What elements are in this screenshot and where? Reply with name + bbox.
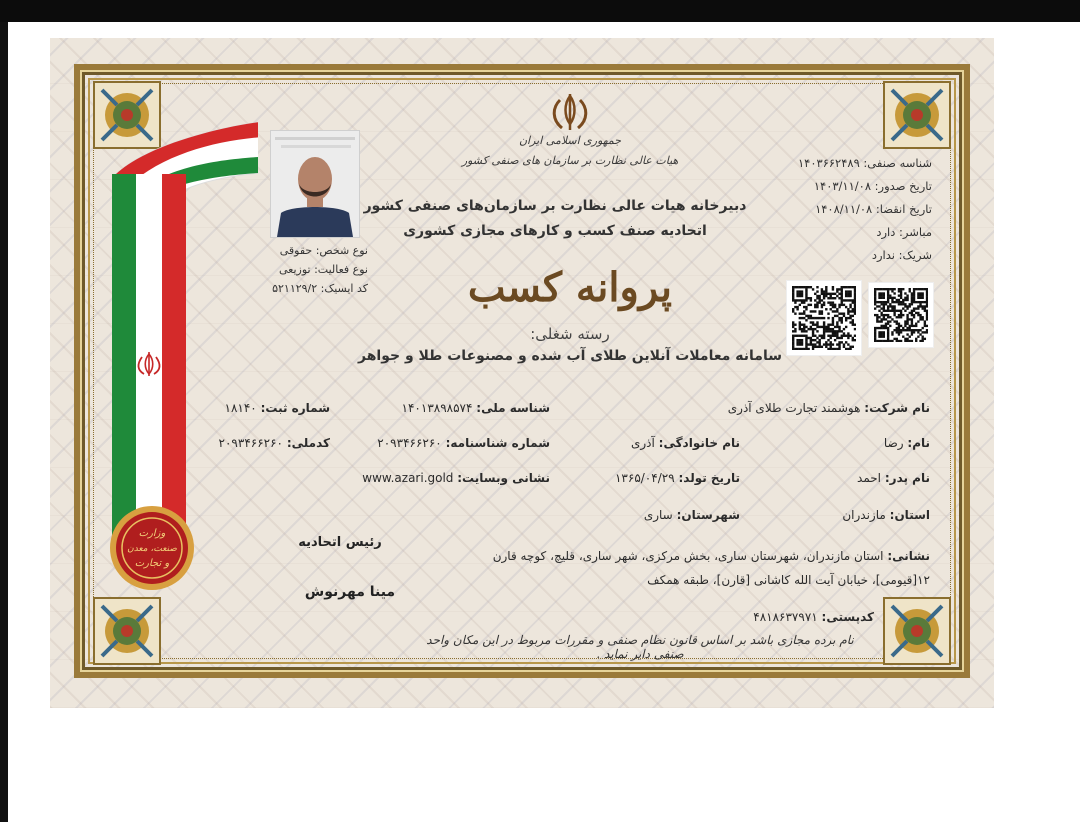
person-type: نوع شخص: حقوقی bbox=[279, 244, 368, 257]
corner-ornament-top-right bbox=[882, 80, 952, 150]
id-number-label: شماره شناسنامه: bbox=[445, 436, 550, 450]
holder-photo bbox=[270, 130, 360, 238]
rank-label: رسته شغلی: bbox=[530, 325, 610, 343]
registration-value: ۱۸۱۴۰ bbox=[224, 401, 257, 415]
last-name-field bbox=[631, 436, 740, 450]
corner-ornament-bottom-right bbox=[882, 596, 952, 666]
first-name-label: نام: bbox=[907, 436, 930, 450]
last-name-value: آذری bbox=[630, 436, 655, 450]
first-name-field bbox=[884, 436, 930, 450]
activity-type: نوع فعالیت: توزیعی bbox=[279, 263, 368, 276]
birth-date-field bbox=[615, 471, 740, 485]
first-name-value: رضا bbox=[883, 436, 904, 450]
seal-text-2: صنعت، معدن bbox=[127, 544, 177, 554]
footer-note: نام برده مجازی باشد بر اساس قانون نظام صنفی و مقررات مربوط در این مکان واحد صنفی دایر نماید . bbox=[426, 633, 854, 661]
republic-caption: جمهوری اسلامی ایران bbox=[518, 134, 622, 147]
window-edge bbox=[0, 22, 8, 822]
chairman-title: رئیس اتحادیه bbox=[298, 535, 382, 550]
partner: شریک: ندارد bbox=[871, 248, 932, 262]
postal-code-field bbox=[753, 610, 874, 624]
issue-date: تاریخ صدور: ۱۴۰۳/۱۱/۰۸ bbox=[813, 179, 932, 193]
qr-code-large bbox=[786, 280, 862, 356]
website-field bbox=[362, 471, 550, 485]
city-field bbox=[644, 508, 740, 522]
website-value[interactable]: www.azari.gold bbox=[362, 471, 454, 485]
father-name-label: نام پدر: bbox=[884, 471, 930, 485]
last-name-label: نام خانوادگی: bbox=[658, 436, 740, 450]
union-heading: اتحادیه صنف کسب و کارهای مجازی کشوری bbox=[403, 223, 707, 239]
document-title: پروانه کسب bbox=[467, 264, 673, 311]
company-field bbox=[728, 401, 930, 415]
guild-id: شناسه صنفی: ۱۴۰۳۶۶۲۴۸۹ bbox=[797, 156, 932, 170]
national-id-value: ۱۴۰۱۳۸۹۸۵۷۴ bbox=[401, 401, 473, 415]
company-value: هوشمند تجارت طلای آذری bbox=[727, 401, 861, 415]
birth-date-label: تاریخ تولد: bbox=[678, 471, 740, 485]
qr-code-small bbox=[868, 282, 934, 348]
city-label: شهرستان: bbox=[676, 508, 740, 522]
supervisor: مباشر: دارد bbox=[876, 225, 932, 239]
national-id-field bbox=[402, 401, 550, 415]
address-line-1 bbox=[493, 549, 930, 563]
province-field bbox=[842, 508, 930, 522]
id-number-value: ۲۰۹۳۴۶۶۲۶۰ bbox=[377, 436, 442, 450]
postal-code-value: ۴۸۱۸۶۳۷۹۷۱ bbox=[753, 610, 818, 624]
postal-code-label: کدپستی: bbox=[821, 610, 874, 624]
business-license-certificate bbox=[50, 38, 994, 708]
id-number-field bbox=[377, 436, 550, 450]
address-line-2: ۱۲[قیومی]، خیابان آیت الله کاشانی [قارن]، طبقه همکف bbox=[647, 573, 930, 587]
melli-code-value: ۲۰۹۳۴۶۶۲۶۰ bbox=[218, 436, 283, 450]
rank-value: سامانه معاملات آنلاین طلای آب شده و مصنوعات طلا و جواهر bbox=[358, 348, 782, 364]
status-bar bbox=[0, 0, 1080, 22]
address-label: نشانی: bbox=[887, 549, 930, 563]
website-label: نشانی وبسایت: bbox=[457, 471, 550, 485]
ministry-seal bbox=[108, 504, 196, 592]
seal-text-1: وزارت bbox=[138, 528, 166, 539]
father-name-value: احمد bbox=[857, 471, 882, 485]
melli-code-field bbox=[219, 436, 330, 450]
expiry-date: تاریخ انقضا: ۱۴۰۸/۱۱/۰۸ bbox=[815, 202, 932, 216]
board-caption: هیات عالی نظارت بر سازمان های صنفی کشور bbox=[461, 154, 679, 167]
father-name-field bbox=[857, 471, 930, 485]
melli-code-label: کدملی: bbox=[286, 436, 330, 450]
iran-emblem-icon bbox=[546, 90, 594, 134]
province-value: مازندران bbox=[842, 508, 886, 522]
city-value: ساری bbox=[643, 508, 673, 522]
isic-code: کد ایسیک: ۵۲۱۱۲۹/۲ bbox=[272, 282, 368, 295]
province-label: استان: bbox=[889, 508, 930, 522]
national-id-label: شناسه ملی: bbox=[476, 401, 550, 415]
chairman-name: مینا مهرنوش bbox=[304, 584, 396, 600]
birth-date-value: ۱۳۶۵/۰۴/۲۹ bbox=[614, 471, 675, 485]
registration-field bbox=[225, 401, 331, 415]
secretariat-heading: دبیرخانه هیات عالی نظارت بر سازمان‌های صنفی کشور bbox=[363, 198, 747, 214]
company-label: نام شرکت: bbox=[864, 401, 930, 415]
address-value-1: استان مازندران، شهرستان ساری، بخش مرکزی، شهر ساری، قلیچ، کوچه قارن bbox=[492, 549, 884, 563]
registration-label: شماره ثبت: bbox=[260, 401, 330, 415]
seal-text-3: و تجارت bbox=[134, 558, 170, 569]
